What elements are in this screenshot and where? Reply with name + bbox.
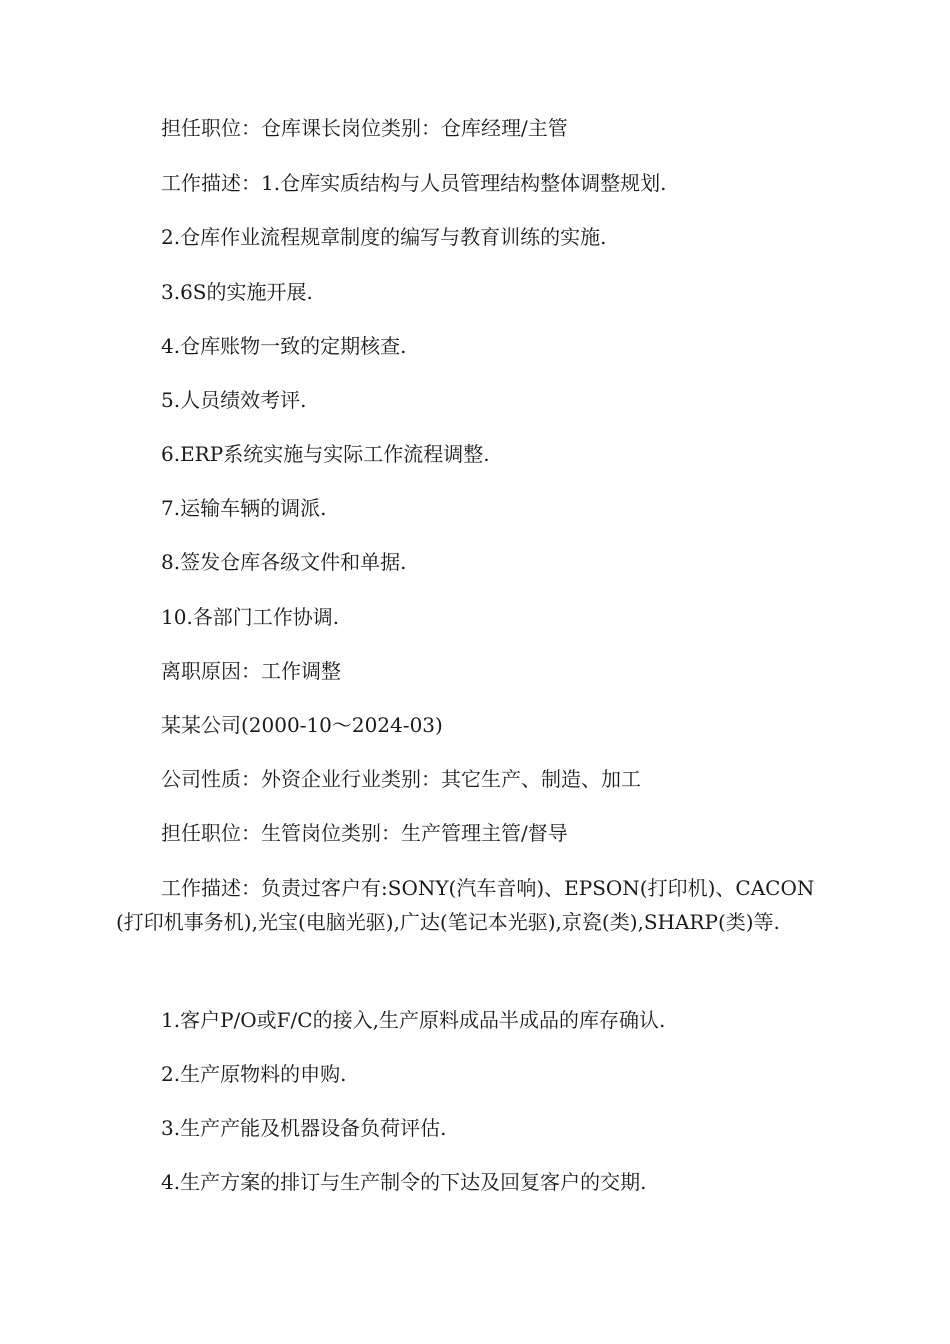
leave-reason: 离职原因：工作调整 (161, 659, 341, 683)
duty-item-5: 5.人员绩效考评. (161, 388, 307, 412)
company-period: 某某公司(2000-10～2024-03) (161, 713, 443, 737)
prod-duty-item-2: 2.生产原物料的申购. (161, 1062, 347, 1086)
duty-item-2: 2.仓库作业流程规章制度的编写与教育训练的实施. (161, 225, 607, 249)
job-title-warehouse: 担任职位：仓库课长岗位类别：仓库经理/主管 (161, 116, 568, 140)
duty-item-6: 6.ERP系统实施与实际工作流程调整. (161, 442, 490, 466)
duty-item-7: 7.运输车辆的调派. (161, 496, 327, 520)
job-description-1: 工作描述：1.仓库实质结构与人员管理结构整体调整规划. (161, 171, 667, 195)
duty-item-10: 10.各部门工作协调. (161, 605, 340, 629)
duty-item-3: 3.6S的实施开展. (161, 280, 313, 304)
prod-duty-item-4: 4.生产方案的排订与生产制令的下达及回复客户的交期. (161, 1170, 647, 1194)
prod-duty-item-3: 3.生产产能及机器设备负荷评估. (161, 1116, 447, 1140)
job-description-clients: 工作描述：负责过客户有:SONY(汽车音响)、EPSON(打印机)、CACON(打印机事务机),光宝(电脑光驱),广达(笔记本光驱),京瓷(类),SHARP(类)等. (116, 876, 815, 934)
company-nature: 公司性质：外资企业行业类别：其它生产、制造、加工 (161, 767, 641, 791)
duty-item-8: 8.签发仓库各级文件和单据. (161, 550, 407, 574)
job-title-production: 担任职位：生管岗位类别：生产管理主管/督导 (161, 821, 568, 845)
prod-duty-item-1: 1.客户P/O或F/C的接入,生产原料成品半成品的库存确认. (161, 1008, 666, 1032)
duty-item-4: 4.仓库账物一致的定期核查. (161, 334, 407, 358)
